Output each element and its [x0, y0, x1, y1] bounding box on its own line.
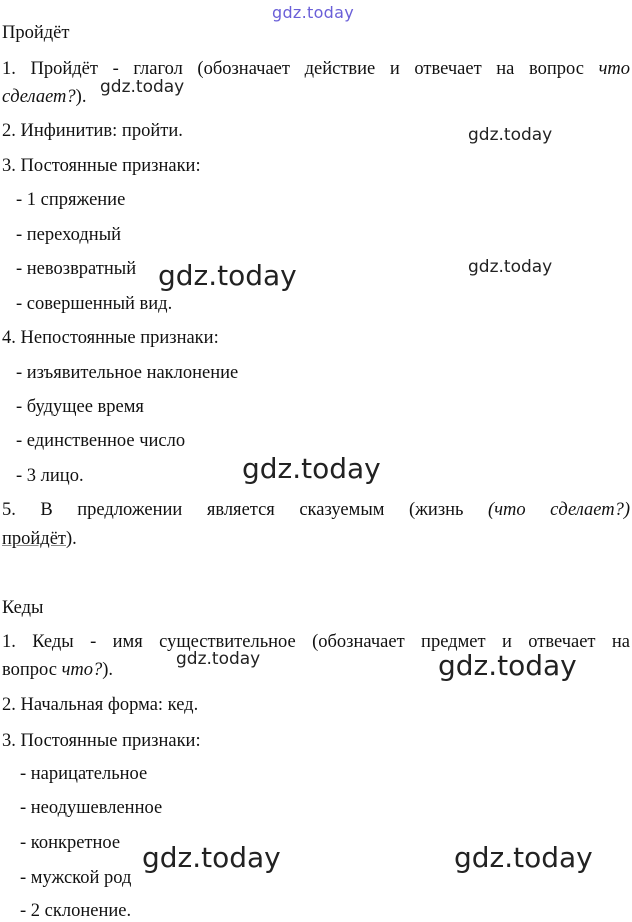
watermark: gdz.today	[468, 125, 553, 145]
paragraph-1-line-1: 1. Пройдёт - глагол (обозначает действие и отвечает на вопрос что	[2, 59, 631, 79]
const-feature: - невозвратный	[16, 259, 137, 279]
section-title-proidet: Пройдёт	[2, 23, 70, 43]
section-title-kedy: Кеды	[2, 598, 44, 618]
watermark: gdz.today	[454, 841, 593, 874]
watermark: gdz.today	[100, 77, 185, 97]
const-feature: - переходный	[16, 225, 122, 245]
paragraph-3: 3. Постоянные признаки:	[2, 156, 201, 176]
const-feature: - 2 склонение.	[20, 901, 132, 921]
var-feature: - единственное число	[16, 431, 186, 451]
watermark: gdz.today	[468, 257, 553, 277]
paragraph-1-line-2: вопрос что?).	[2, 660, 114, 680]
watermark: gdz.today	[158, 259, 297, 292]
paragraph-1-line-2: сделает?).	[2, 87, 87, 107]
paragraph-2: 2. Инфинитив: пройти.	[2, 121, 183, 141]
watermark: gdz.today	[242, 452, 381, 485]
const-feature: - неодушевленное	[20, 798, 163, 818]
paragraph-1-line-1: 1. Кеды - имя существительное (обозначает предмет и отвечает на	[2, 632, 630, 652]
watermark-top: gdz.today	[272, 3, 354, 22]
var-feature: - 3 лицо.	[16, 466, 84, 486]
const-feature: - конкретное	[20, 833, 121, 853]
watermark: gdz.today	[142, 841, 281, 874]
paragraph-4: 4. Непостоянные признаки:	[2, 328, 219, 348]
const-feature: - нарицательное	[20, 764, 148, 784]
paragraph-5-line-1: 5. В предложении является сказуемым (жизнь (что сделает?)	[2, 500, 630, 520]
const-feature: - мужской род	[20, 868, 132, 888]
var-feature: - будущее время	[16, 397, 144, 417]
watermark: gdz.today	[176, 649, 261, 669]
const-feature: - 1 спряжение	[16, 190, 126, 210]
const-feature: - совершенный вид.	[16, 294, 173, 314]
paragraph-3: 3. Постоянные признаки:	[2, 731, 201, 751]
paragraph-2: 2. Начальная форма: кед.	[2, 695, 199, 715]
paragraph-5-line-2: пройдёт).	[2, 529, 77, 549]
watermark: gdz.today	[438, 649, 577, 682]
var-feature: - изъявительное наклонение	[16, 363, 239, 383]
